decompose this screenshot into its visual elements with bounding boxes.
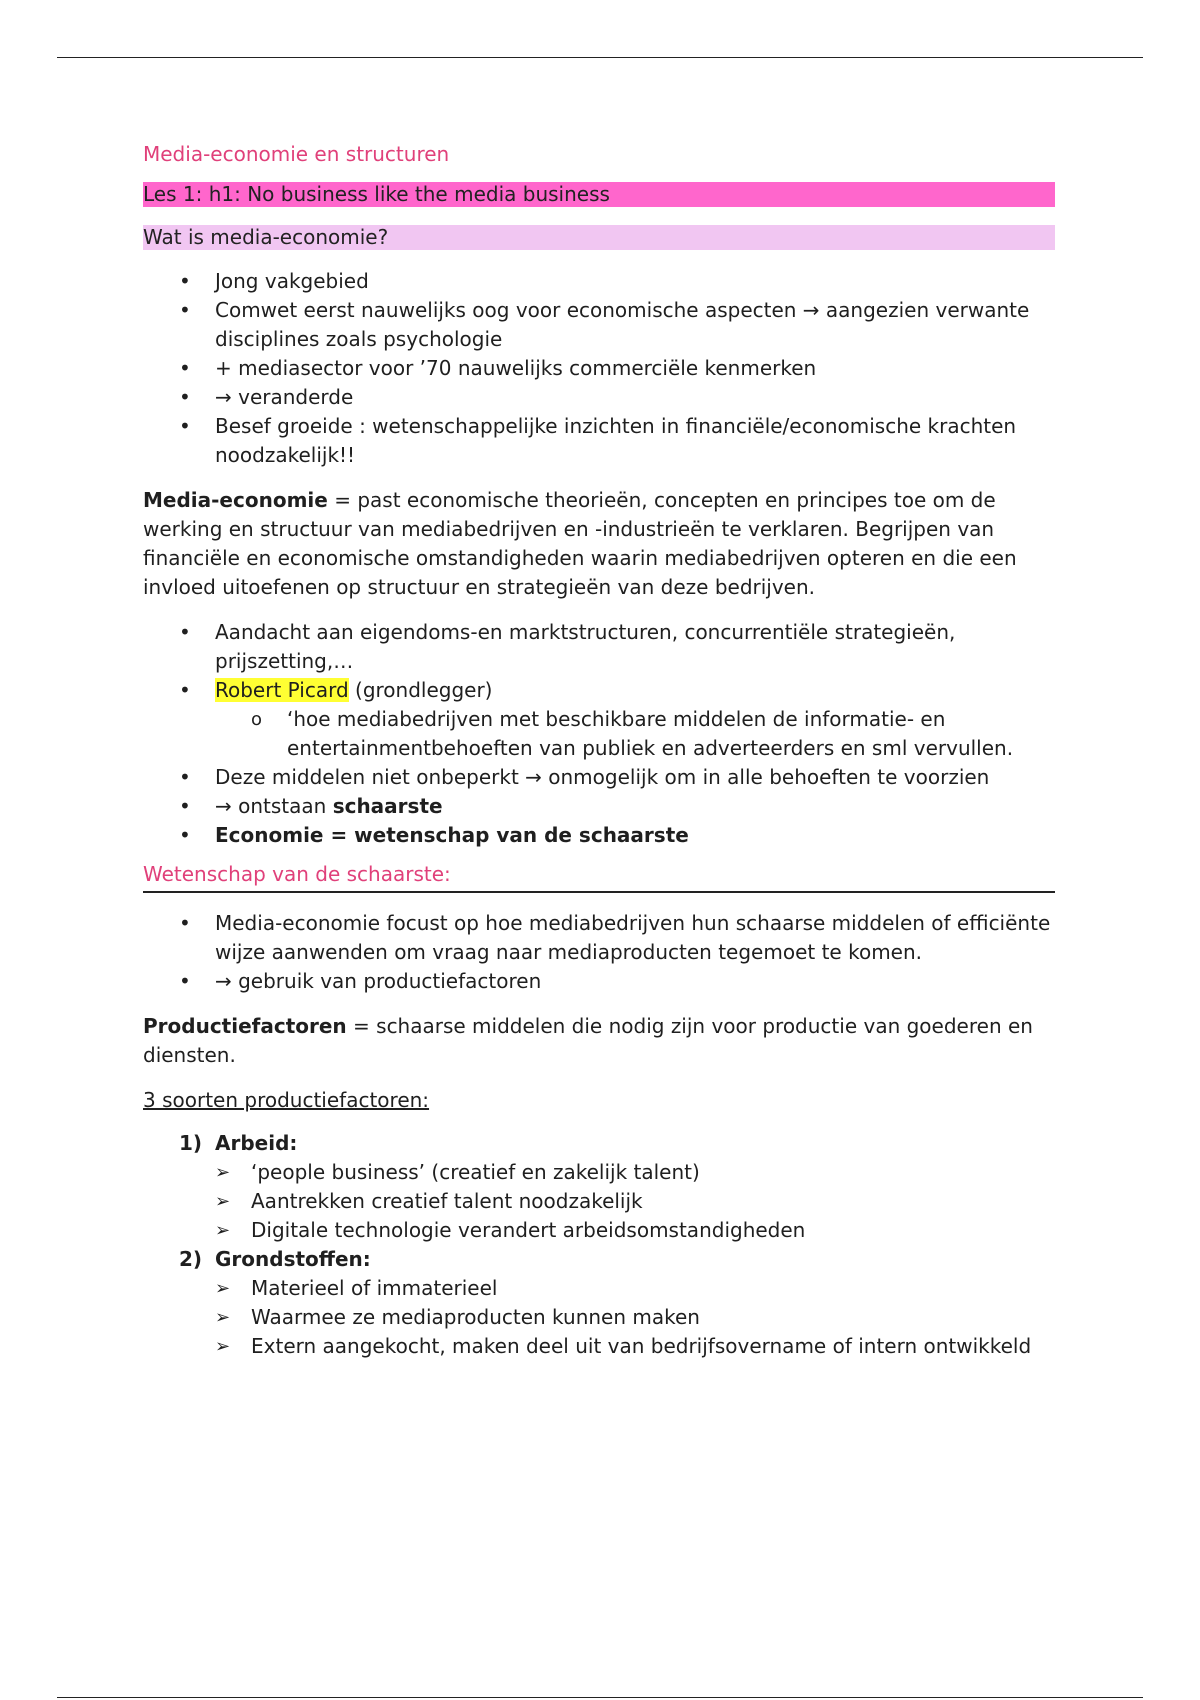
- bullet-icon: •: [179, 823, 191, 847]
- definition-text: = past economische theorieën, concepten en principes toe om de werking en structuur van mediabedrijven en -industrieën te verklaren. Begrijpen van financiële en economische omstandigheden waarin mediabedrijven opteren en die een invloed uitoefenen op structuur en strategieën van deze bedrijven.: [143, 488, 1017, 599]
- list-item-text: Jong vakgebied: [215, 269, 369, 293]
- list-item-text: Deze middelen niet onbeperkt → onmogelijk om in alle behoeften te voorzien: [215, 765, 990, 789]
- sub-list-item-text: Waarmee ze mediaproducten kunnen maken: [251, 1305, 700, 1329]
- question-heading: Wat is media-economie?: [143, 225, 1055, 250]
- sub-list-item: [215, 1274, 1055, 1303]
- factor-sub-list: [215, 1274, 1055, 1361]
- picard-bullet-list: [143, 618, 1055, 850]
- sub-list-item-text: Materieel of immaterieel: [251, 1276, 498, 1300]
- list-item-text: Comwet eerst nauwelijks oog voor economische aspecten → aangezien verwante disciplines zoals psychologie: [215, 298, 1030, 351]
- document-title: Media-economie en structuren: [143, 142, 450, 166]
- list-item-text: → ontstaan: [215, 794, 333, 818]
- bullet-icon: •: [179, 969, 191, 993]
- definition-text: = schaarse middelen die nodig zijn voor productie van goederen en diensten.: [143, 1014, 1033, 1067]
- arrow-bullet-icon: ➢: [215, 1220, 231, 1241]
- productiefactoren-definition: [143, 1012, 1055, 1070]
- list-item: [143, 267, 1055, 296]
- sub-list-item: [215, 1216, 1055, 1245]
- definition-term: Productiefactoren: [143, 1014, 347, 1038]
- sub-list-item-text: Extern aangekocht, maken deel uit van bedrijfsovername of intern ontwikkeld: [251, 1334, 1032, 1358]
- factor-number: 1): [179, 1131, 203, 1155]
- list-item: [143, 967, 1055, 996]
- list-item: [143, 763, 1055, 792]
- factor-item: [143, 1245, 1055, 1361]
- factor-item: [143, 1129, 1055, 1245]
- bullet-icon: •: [179, 678, 191, 702]
- list-item: [143, 909, 1055, 967]
- sub-list-item-text: ‘hoe mediabedrijven met beschikbare middelen de informatie- en entertainmentbehoeften van publiek en adverteerders en sml vervullen.: [287, 707, 1014, 760]
- bullet-icon: •: [179, 356, 191, 380]
- document-body: [143, 140, 1055, 1361]
- list-item-text: → gebruik van productiefactoren: [215, 969, 542, 993]
- definition-paragraph: [143, 486, 1055, 602]
- page-top-rule: [57, 57, 1143, 58]
- sub-bullet-list: [215, 705, 1055, 763]
- list-item-text: Aandacht aan eigendoms-en marktstructuren, concurrentiële strategieën, prijszetting,…: [215, 620, 956, 673]
- sub-list-item: [215, 705, 1055, 763]
- sub-list-item: [215, 1332, 1055, 1361]
- bullet-icon: •: [179, 414, 191, 438]
- list-item-text: + mediasector voor ’70 nauwelijks commerciële kenmerken: [215, 356, 817, 380]
- list-item: [143, 383, 1055, 412]
- list-item-text: Besef groeide : wetenschappelijke inzichten in financiële/economische krachten noodzakelijk!!: [215, 414, 1017, 467]
- bold-keyword: schaarste: [332, 794, 443, 818]
- highlighted-name: Robert Picard: [215, 678, 349, 702]
- soorten-label: 3 soorten productiefactoren:: [143, 1088, 430, 1112]
- factor-number: 2): [179, 1247, 203, 1271]
- list-item: [143, 792, 1055, 821]
- sub-list-item-text: Aantrekken creatief talent noodzakelijk: [251, 1189, 643, 1213]
- bullet-icon: •: [179, 298, 191, 322]
- list-item: [143, 354, 1055, 383]
- schaarste-bullet-list: [143, 909, 1055, 996]
- intro-bullet-list: [143, 267, 1055, 470]
- factor-label: Arbeid:: [215, 1131, 298, 1155]
- sub-list-item-text: ‘people business’ (creatief en zakelijk talent): [251, 1160, 700, 1184]
- list-item: [143, 296, 1055, 354]
- list-item: [143, 821, 1055, 850]
- factors-list: [143, 1129, 1055, 1361]
- section-heading: Wetenschap van de schaarste:: [143, 860, 1055, 893]
- factor-sub-list: [215, 1158, 1055, 1245]
- arrow-bullet-icon: ➢: [215, 1307, 231, 1328]
- page-bottom-rule: [57, 1697, 1143, 1698]
- list-item-text: Economie = wetenschap van de schaarste: [215, 823, 689, 847]
- sub-bullet-icon: o: [251, 709, 263, 730]
- list-item: [143, 618, 1055, 676]
- sub-list-item-text: Digitale technologie verandert arbeidsomstandigheden: [251, 1218, 806, 1242]
- arrow-bullet-icon: ➢: [215, 1162, 231, 1183]
- definition-term: Media-economie: [143, 488, 328, 512]
- list-item-text: Media-economie focust op hoe mediabedrijven hun schaarse middelen of efficiënte wijze aanwenden om vraag naar mediaproducten tegemoet te komen.: [215, 911, 1051, 964]
- bullet-icon: •: [179, 620, 191, 644]
- bullet-icon: •: [179, 765, 191, 789]
- list-item: [143, 412, 1055, 470]
- sub-list-item: [215, 1187, 1055, 1216]
- sub-list-item: [215, 1158, 1055, 1187]
- list-item: [143, 676, 1055, 763]
- bullet-icon: •: [179, 794, 191, 818]
- arrow-bullet-icon: ➢: [215, 1191, 231, 1212]
- list-item-text: (grondlegger): [348, 678, 493, 702]
- list-item-text: → veranderde: [215, 385, 354, 409]
- bullet-icon: •: [179, 269, 191, 293]
- arrow-bullet-icon: ➢: [215, 1278, 231, 1299]
- bullet-icon: •: [179, 911, 191, 935]
- arrow-bullet-icon: ➢: [215, 1336, 231, 1357]
- sub-list-item: [215, 1303, 1055, 1332]
- lesson-heading: Les 1: h1: No business like the media business: [143, 182, 1055, 207]
- bullet-icon: •: [179, 385, 191, 409]
- factor-label: Grondstoffen:: [215, 1247, 371, 1271]
